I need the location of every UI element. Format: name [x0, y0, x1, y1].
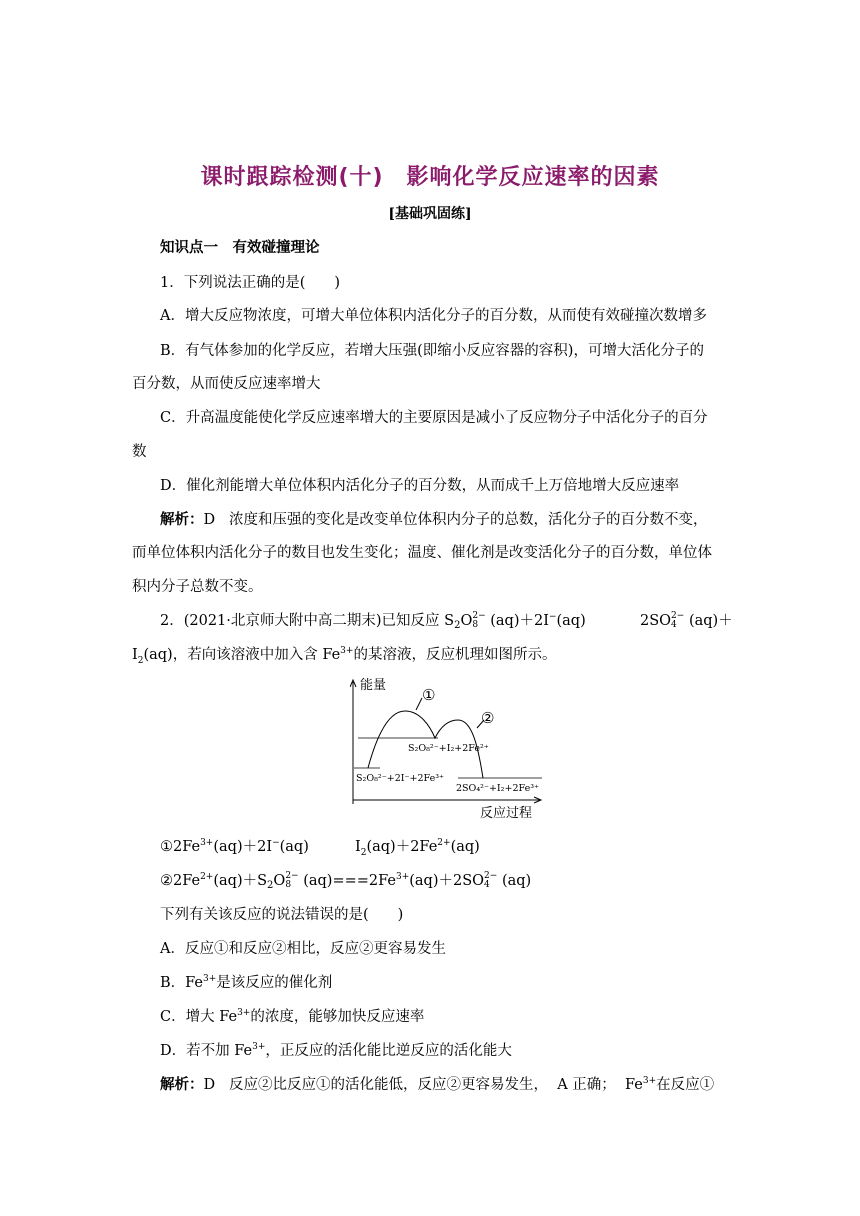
charge-3plus: 3+	[642, 1076, 657, 1087]
oxygen: O	[460, 613, 473, 629]
charge-3plus: 3+	[252, 1042, 266, 1053]
charge-2plus: 2+	[200, 872, 214, 883]
d-fe: D．若不加 Fe	[160, 1043, 253, 1059]
reaction-1	[160, 835, 309, 856]
subscript: 4	[671, 620, 677, 630]
b-fe: B．Fe	[160, 975, 204, 991]
q1-option-d: D．催化剂能增大单位体积内活化分子的百分数，从而成千上万倍地增大反应速率	[160, 478, 680, 494]
q2-line2-end: 的某溶液，反应机理如图所示。	[353, 647, 557, 663]
q1-option-c-line1: C．升高温度能使化学反应速率增大的主要原因是减小了反应物分子中活化分子的百分	[160, 410, 708, 426]
subscript: 8	[285, 880, 292, 890]
answer-letter: D	[203, 512, 216, 528]
r1-i2: I	[355, 839, 361, 855]
q1-answer-line2: 而单位体积内活化分子的数目也发生变化；温度、催化剂是改变活化分子的百分数，单位体	[132, 545, 712, 561]
so4-charge	[671, 612, 684, 630]
x-axis-label: 反应过程	[480, 806, 533, 820]
q2-stem-mid: (aq)＋2I	[490, 613, 549, 629]
q1-option-b-line1: B．有气体参加的化学反应，若增大压强(即缩小反应容器的容积)，可增大活化分子的	[160, 343, 704, 359]
q1-stem: 1．下列说法正确的是( )	[160, 275, 341, 291]
sub-2: 2	[267, 880, 274, 891]
level-start-label: S₂O₈²⁻+2I⁻+2Fe³⁺	[356, 773, 445, 784]
s2o8-charge	[472, 612, 485, 630]
charge-3plus: 3+	[395, 872, 410, 883]
answer-a-correct: A 正确；	[557, 1077, 616, 1093]
so4: 2SO	[640, 613, 672, 629]
q2-option-d	[160, 1039, 512, 1060]
reaction-2	[160, 869, 531, 891]
q2-stem-line1	[160, 609, 586, 631]
r2-fe: ②2Fe	[160, 873, 201, 889]
q2-option-c	[160, 1005, 424, 1026]
energy-diagram	[350, 676, 550, 820]
sub-2: 2	[454, 620, 461, 631]
q1-option-b-line2: 百分数，从而使反应速率增大	[132, 376, 321, 392]
q2-stem-text: 2．(2021·北京师大附中高二期末)已知反应 S	[160, 613, 455, 629]
r2-arrow: (aq)===2Fe	[303, 873, 396, 889]
q2-option-b	[160, 971, 332, 992]
page-title: 课时跟踪检测(十) 影响化学反应速率的因素	[200, 165, 660, 190]
answer-text: 浓度和压强的变化是改变单位体积内分子的总数，活化分子的百分数不变，	[228, 512, 708, 528]
charge-3plus: 3+	[237, 1008, 251, 1019]
q2-stem-right	[640, 609, 733, 630]
r1-fe2: (aq)＋2Fe	[366, 839, 438, 855]
q1-option-c-line2: 数	[132, 444, 147, 460]
q1-option-a: A．增大反应物浓度，可增大单位体积内活化分子的百分数，从而使有效碰撞次数增多	[160, 308, 707, 324]
answer-end: 在反应①	[656, 1077, 715, 1093]
answer-text: 反应②比反应①的活化能低，反应②更容易发生，	[228, 1077, 548, 1093]
d-text: ，正反应的活化能比逆反应的活化能大	[265, 1043, 512, 1059]
iodine: I	[132, 647, 138, 663]
charge-minus: −	[548, 612, 557, 623]
r2-so4: (aq)＋2SO	[409, 873, 485, 889]
level-mid-label: S₂O₈²⁻+I₂+2Fe²⁺	[408, 743, 489, 754]
s2o8-charge	[285, 872, 298, 890]
knowledge-heading: 知识点一 有效碰撞理论	[160, 239, 320, 256]
y-axis-label: 能量	[360, 678, 387, 693]
charge: 2−	[484, 871, 498, 881]
r1-fe: ①2Fe	[160, 839, 201, 855]
q2-answer-line1	[160, 1073, 714, 1094]
charge-minus: −	[272, 838, 280, 849]
answer-label: 解析：	[160, 1076, 204, 1093]
charge: 2−	[472, 611, 486, 621]
r1-aq2: (aq)	[450, 839, 480, 855]
answer-letter: D	[203, 1077, 216, 1093]
r2-aq: (aq)	[501, 873, 532, 889]
q2-stem-line2	[132, 643, 556, 664]
charge-3plus: 3+	[200, 838, 214, 849]
c-text: 的浓度，能够加快反应速率	[250, 1009, 425, 1025]
section-subtitle: [基础巩固练]	[388, 206, 472, 222]
r2-s: (aq)＋S	[213, 873, 268, 889]
charge-2plus: 2+	[437, 838, 451, 849]
sub-2: 2	[137, 655, 144, 666]
mechanism-marker-1: ①	[422, 686, 436, 704]
r1-i: (aq)＋2I	[213, 839, 273, 855]
charge: 2−	[285, 871, 299, 881]
so4-charge	[484, 872, 497, 890]
level-end-label: 2SO₄²⁻+I₂+2Fe³⁺	[456, 783, 540, 794]
charge: 2−	[671, 611, 685, 621]
oxygen: O	[273, 873, 286, 889]
r1-aq: (aq)	[279, 839, 309, 855]
q2-stem-aq: (aq)	[556, 613, 586, 629]
charge-3plus: 3+	[340, 646, 354, 657]
answer-label: 解析：	[160, 511, 204, 528]
mechanism-marker-2: ②	[481, 709, 495, 727]
charge-3plus: 3+	[203, 974, 217, 985]
q2-ask: 下列有关该反应的说法错误的是( )	[160, 907, 404, 923]
q2-line2-text: (aq)，若向该溶液中加入含 Fe	[143, 647, 341, 663]
answer-fe: Fe	[625, 1077, 643, 1093]
subscript: 4	[484, 880, 490, 890]
q2-option-a: A．反应①和反应②相比，反应②更容易发生	[160, 941, 446, 957]
sub-2: 2	[360, 847, 367, 858]
b-text: 是该反应的催化剂	[216, 975, 333, 991]
q1-answer-line1	[160, 508, 707, 529]
c-fe: C．增大 Fe	[160, 1009, 238, 1025]
subscript: 8	[472, 620, 479, 630]
reaction-1-products	[355, 835, 480, 856]
q2-stem-right-suffix: (aq)＋	[688, 613, 733, 629]
q1-answer-line3: 积内分子总数不变。	[132, 579, 263, 595]
